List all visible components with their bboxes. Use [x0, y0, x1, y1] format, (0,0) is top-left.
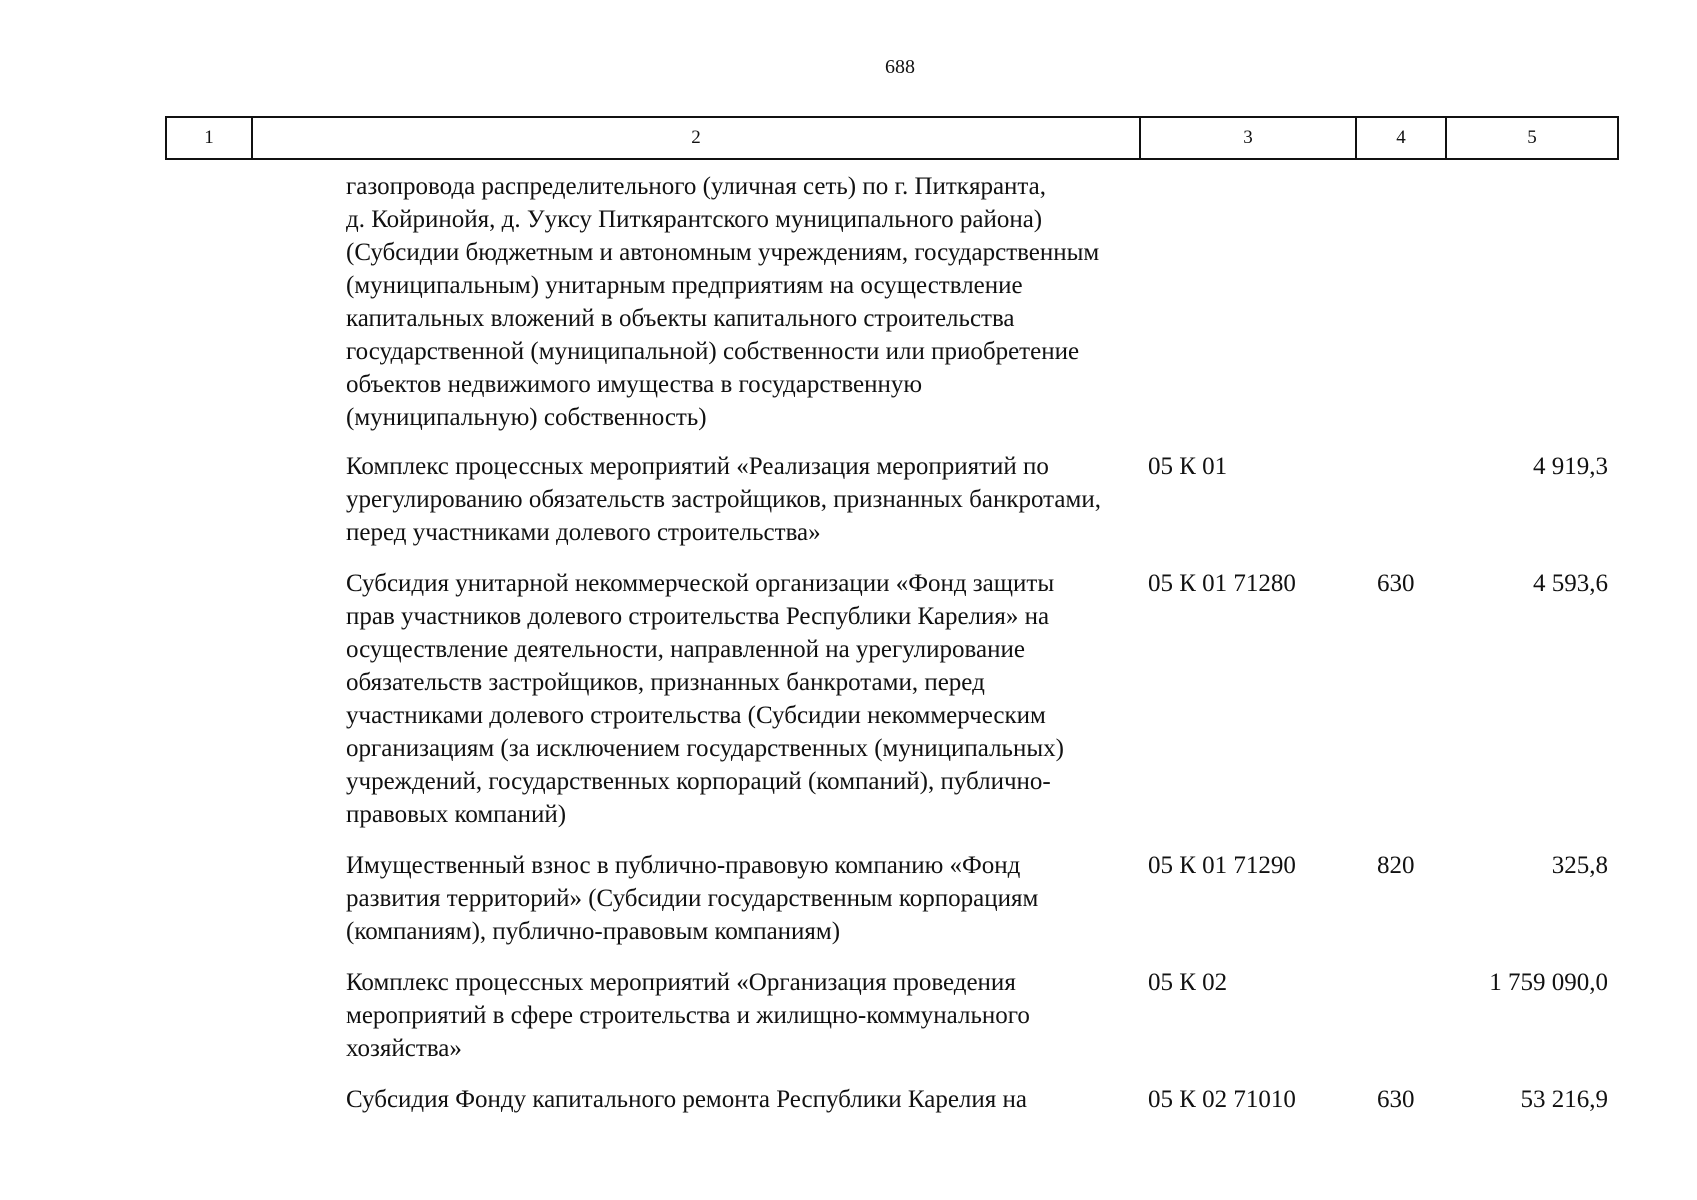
cell-expense-type: 820	[1377, 852, 1415, 879]
budget-table-body	[165, 170, 1617, 1134]
row-name-text: Комплекс процессных мероприятий «Реализация мероприятий по урегулированию обязательств застройщиков, признанных банкротами, перед участниками долевого строительства»	[346, 453, 1101, 546]
column-header-row	[166, 117, 1618, 159]
cell-amount: 4 919,3	[1533, 453, 1608, 480]
table-row	[165, 1083, 1617, 1116]
row-name-text: Субсидия унитарной некоммерческой организации «Фонд защиты прав участников долевого строительства Республики Карелия» на осуществление деятельности, направленной на урегулирование обязательств застройщиков, признанных банкротами, перед участниками долевого строительства (Субсидии некоммерческим организациям (за исключением государственных (муниципальных) учреждений, государственных корпораций (компаний), публично- правовых компаний)	[346, 570, 1064, 828]
row-name-text: газопровода распределительного (уличная сеть) по г. Питкяранта, д. Койринойя, д. Ууксу Питкярантского муниципального района) (Субсидии бюджетным и автономным учреждениям, государственным (муниципальным) унитарным предприятиям на осуществление капитальных вложений в объекты капитального строительства государственной (муниципальной) собственности или приобретение объектов недвижимого имущества в государственную (муниципальную) собственность)	[346, 173, 1100, 431]
cell-name	[251, 450, 1139, 549]
cell-code: 05 К 02 71010	[1148, 1086, 1296, 1113]
cell-expense-type: 630	[1377, 1086, 1415, 1113]
cell-amount: 1 759 090,0	[1489, 969, 1608, 996]
column-header-1: 1	[166, 117, 252, 159]
cell-name	[251, 1083, 1139, 1116]
page-number: 688	[885, 56, 915, 78]
column-header-table	[165, 116, 1619, 160]
column-header-2: 2	[252, 117, 1140, 159]
table-row	[165, 567, 1617, 831]
cell-name	[251, 170, 1139, 434]
table-row	[165, 849, 1617, 948]
cell-name	[251, 966, 1139, 1065]
cell-name	[251, 849, 1139, 948]
cell-code: 05 К 01 71280	[1148, 570, 1296, 597]
cell-code: 05 К 01	[1148, 453, 1228, 480]
cell-expense-type: 630	[1377, 570, 1415, 597]
table-row	[165, 966, 1617, 1065]
cell-code: 05 К 02	[1148, 969, 1228, 996]
cell-amount: 53 216,9	[1520, 1086, 1608, 1113]
cell-name	[251, 567, 1139, 831]
cell-amount: 325,8	[1551, 852, 1608, 879]
row-name-text: Комплекс процессных мероприятий «Организация проведения мероприятий в сфере строительства и жилищно-коммунального хозяйства»	[346, 969, 1030, 1062]
column-header-4: 4	[1356, 117, 1446, 159]
table-row	[165, 450, 1617, 549]
row-name-text: Имущественный взнос в публично-правовую компанию «Фонд развития территорий» (Субсидии государственным корпорациям (компаниям), публично-правовым компаниям)	[346, 852, 1039, 945]
cell-amount: 4 593,6	[1533, 570, 1608, 597]
column-header-5: 5	[1446, 117, 1618, 159]
cell-code: 05 К 01 71290	[1148, 852, 1296, 879]
table-row	[165, 170, 1617, 434]
row-name-text: Субсидия Фонду капитального ремонта Республики Карелия на	[346, 1086, 1027, 1113]
column-header-3: 3	[1140, 117, 1356, 159]
